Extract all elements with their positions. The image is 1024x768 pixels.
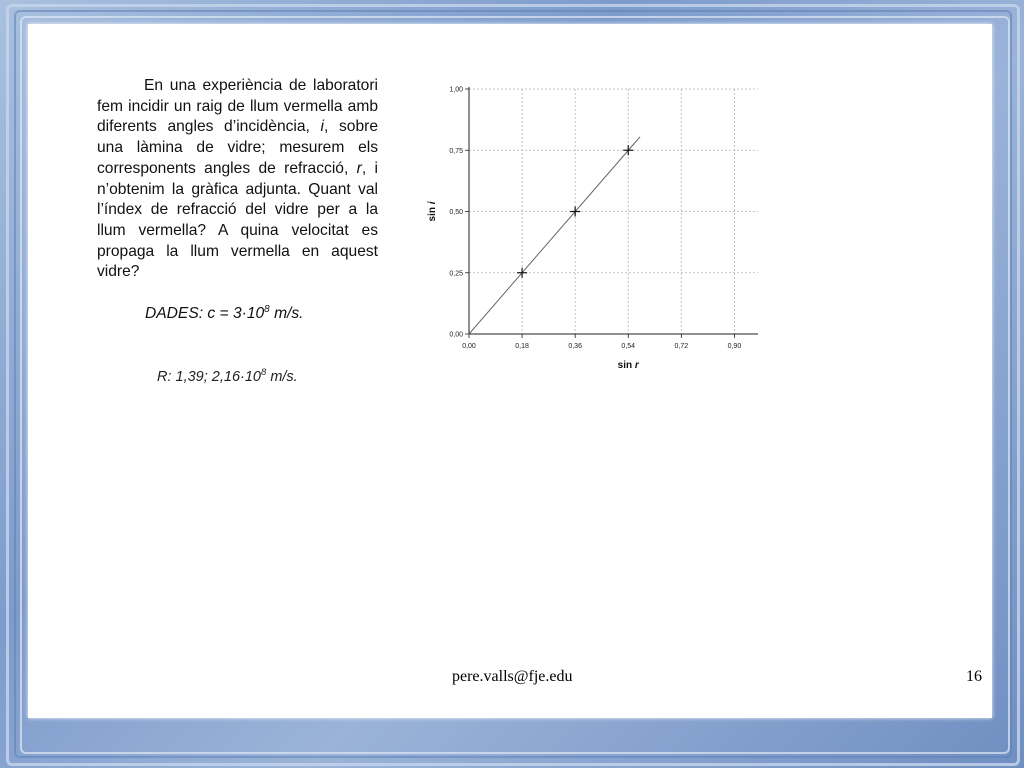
y-tick-label: 1,00 (449, 86, 463, 94)
x-tick-label: 0,54 (621, 343, 636, 350)
problem-var-r: r (356, 159, 362, 177)
given-exponent: 8 (264, 304, 270, 315)
x-axis-label-var: r (634, 360, 639, 371)
y-tick-label: 0,00 (449, 331, 463, 339)
fit-line (469, 137, 640, 334)
problem-text-1: En una experiència de laboratori fem incidir un raig de llum vermella amb diferents angles d’incidència, (97, 77, 378, 136)
y-axis-label-base: sin (427, 204, 438, 222)
x-tick-label: 0,18 (515, 343, 529, 350)
y-axis-label-var: i (427, 201, 438, 205)
answer-exponent: 8 (261, 367, 267, 378)
chart-grid (469, 89, 758, 334)
y-tick-label: 0,75 (449, 147, 463, 155)
y-axis-label (427, 201, 438, 221)
y-tick-label: 0,50 (449, 209, 463, 216)
problem-text-3: , i n’obtenim la gràfica adjunta. Quant val l’índex de refracció del vidre per a la llum vermella? A quina velocitat es propaga la llum vermella en aquest vidre? (97, 159, 378, 281)
x-tick-label: 0,36 (568, 343, 582, 350)
x-axis-label (618, 360, 640, 371)
problem-statement (97, 76, 378, 283)
x-tick-label: 0,72 (674, 343, 689, 350)
given-text: DADES: c = 3·10 (145, 305, 265, 323)
x-tick-label: 0,90 (727, 343, 742, 350)
footer-email: pere.valls@fje.edu (452, 668, 573, 685)
chart-ticks (449, 87, 741, 351)
x-axis-label-base: sin (617, 360, 635, 371)
chart-series (469, 137, 640, 334)
answer-text (157, 367, 298, 385)
given-data (145, 304, 304, 323)
given-unit: m/s. (269, 305, 304, 323)
answer-unit: m/s. (266, 368, 298, 385)
x-tick-label: 0,00 (462, 343, 476, 350)
refraction-chart (405, 72, 775, 382)
problem-var-i: i (320, 118, 324, 136)
y-tick-label: 0,25 (449, 270, 463, 278)
answer-value: R: 1,39; 2,16·10 (157, 368, 261, 385)
chart-axes (469, 87, 758, 334)
problem-text-2: , sobre una làmina de vidre; mesurem els corresponents angles de refracció, (97, 118, 378, 177)
page-number: 16 (966, 668, 982, 685)
